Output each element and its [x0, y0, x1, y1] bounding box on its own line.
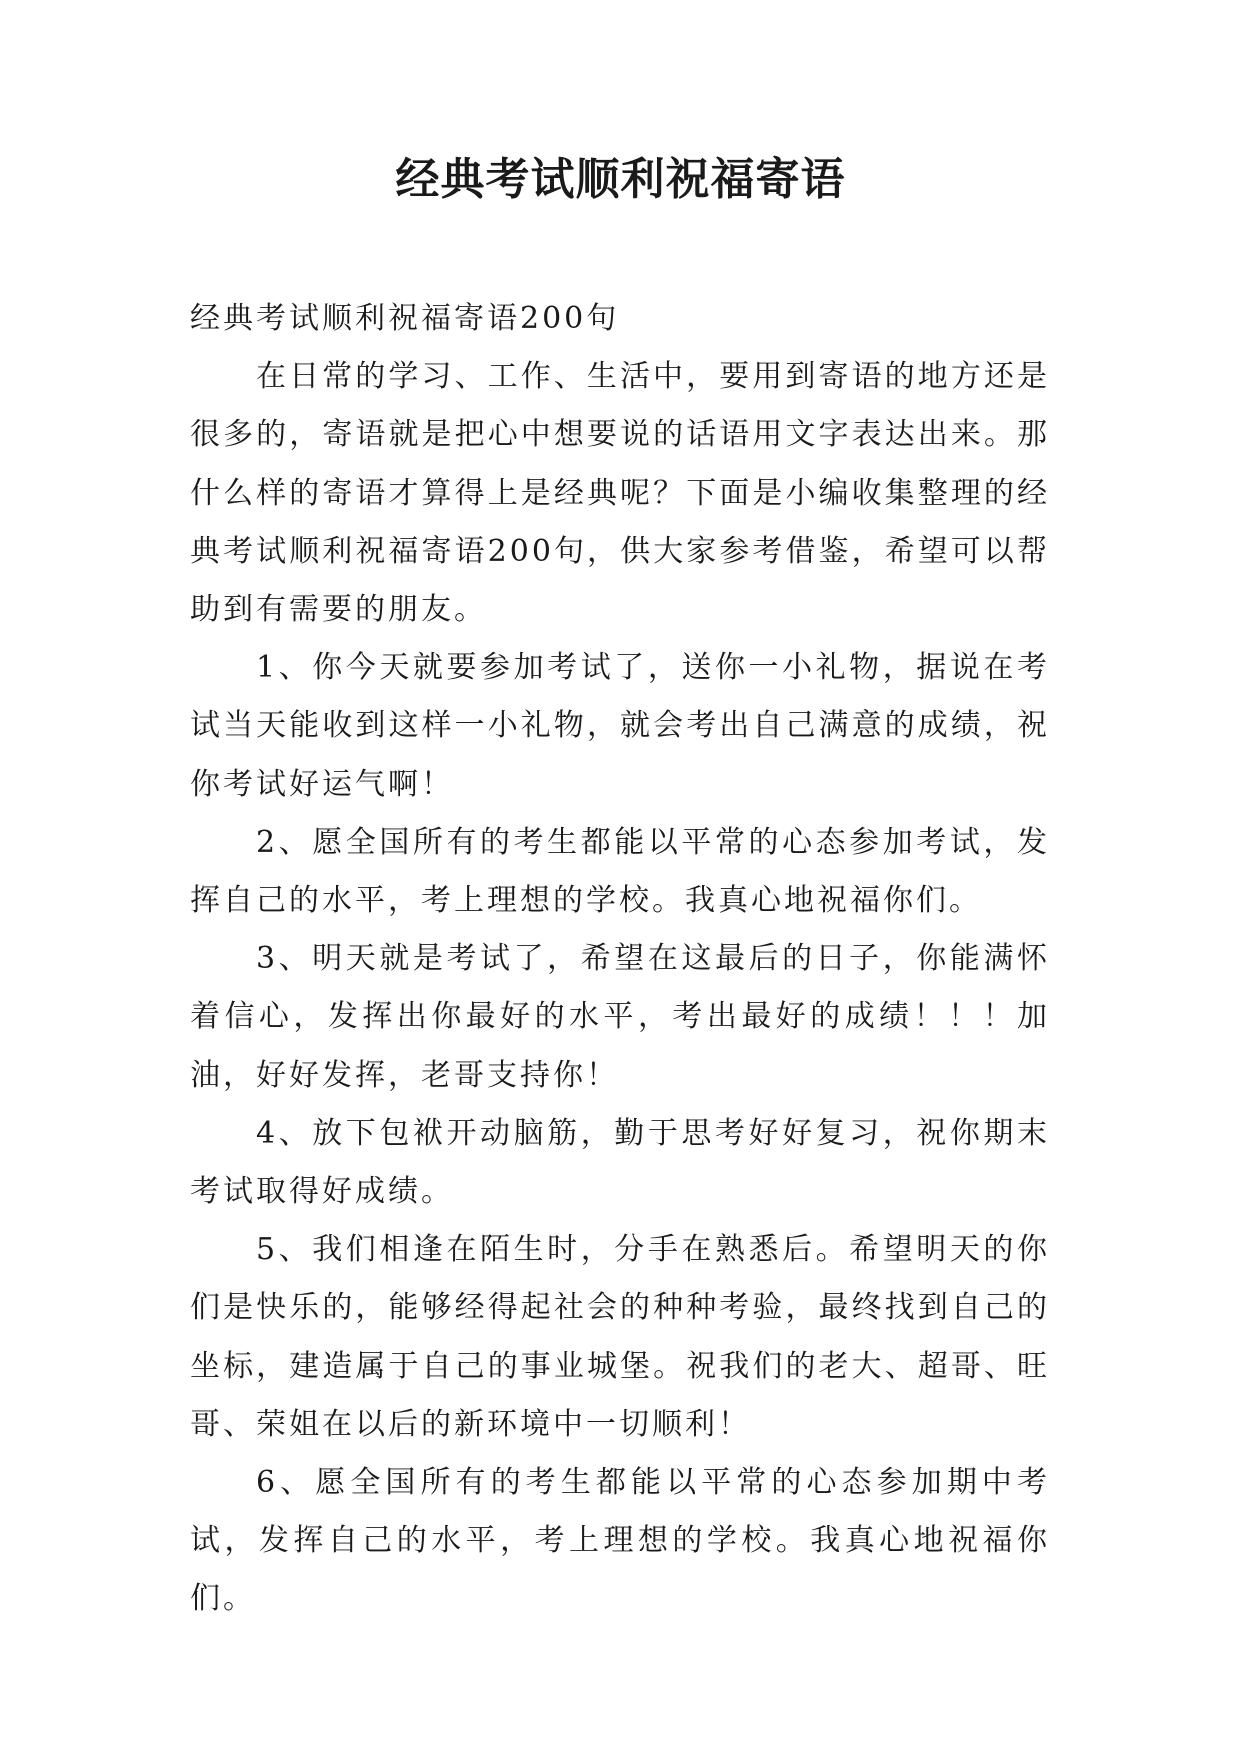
list-item: 6、愿全国所有的考生都能以平常的心态参加期中考试，发挥自己的水平，考上理想的学校。我真心地祝福你们。 [190, 1465, 1050, 1617]
list-item: 4、放下包袱开动脑筋，勤于思考好好复习，祝你期末考试取得好成绩。 [190, 1115, 1050, 1210]
list-item: 2、愿全国所有的考生都能以平常的心态参加考试，发挥自己的水平，考上理想的学校。我真心地祝福你们。 [190, 824, 1050, 919]
intro-paragraph: 在日常的学习、工作、生活中，要用到寄语的地方还是很多的，寄语就是把心中想要说的话语用文字表达出来。那什么样的寄语才算得上是经典呢？下面是小编收集整理的经典考试顺利祝福寄语200句，供大家参考借鉴，希望可以帮助到有需要的朋友。 [190, 359, 1050, 628]
list-item: 3、明天就是考试了，希望在这最后的日子，你能满怀着信心，发挥出你最好的水平，考出最好的成绩！！！加油，好好发挥，老哥支持你！ [190, 941, 1050, 1093]
document-body [190, 290, 1050, 1629]
document-title: 经典考试顺利祝福寄语 [395, 154, 846, 205]
list-item: 5、我们相逢在陌生时，分手在熟悉后。希望明天的你们是快乐的，能够经得起社会的种种考验，最终找到自己的坐标，建造属于自己的事业城堡。祝我们的老大、超哥、旺哥、荣姐在以后的新环境中一切顺利！ [190, 1232, 1050, 1442]
list-item: 1、你今天就要参加考试了，送你一小礼物，据说在考试当天能收到这样一小礼物，就会考出自己满意的成绩，祝你考试好运气啊！ [190, 650, 1050, 802]
document-subtitle: 经典考试顺利祝福寄语200句 [190, 301, 620, 336]
